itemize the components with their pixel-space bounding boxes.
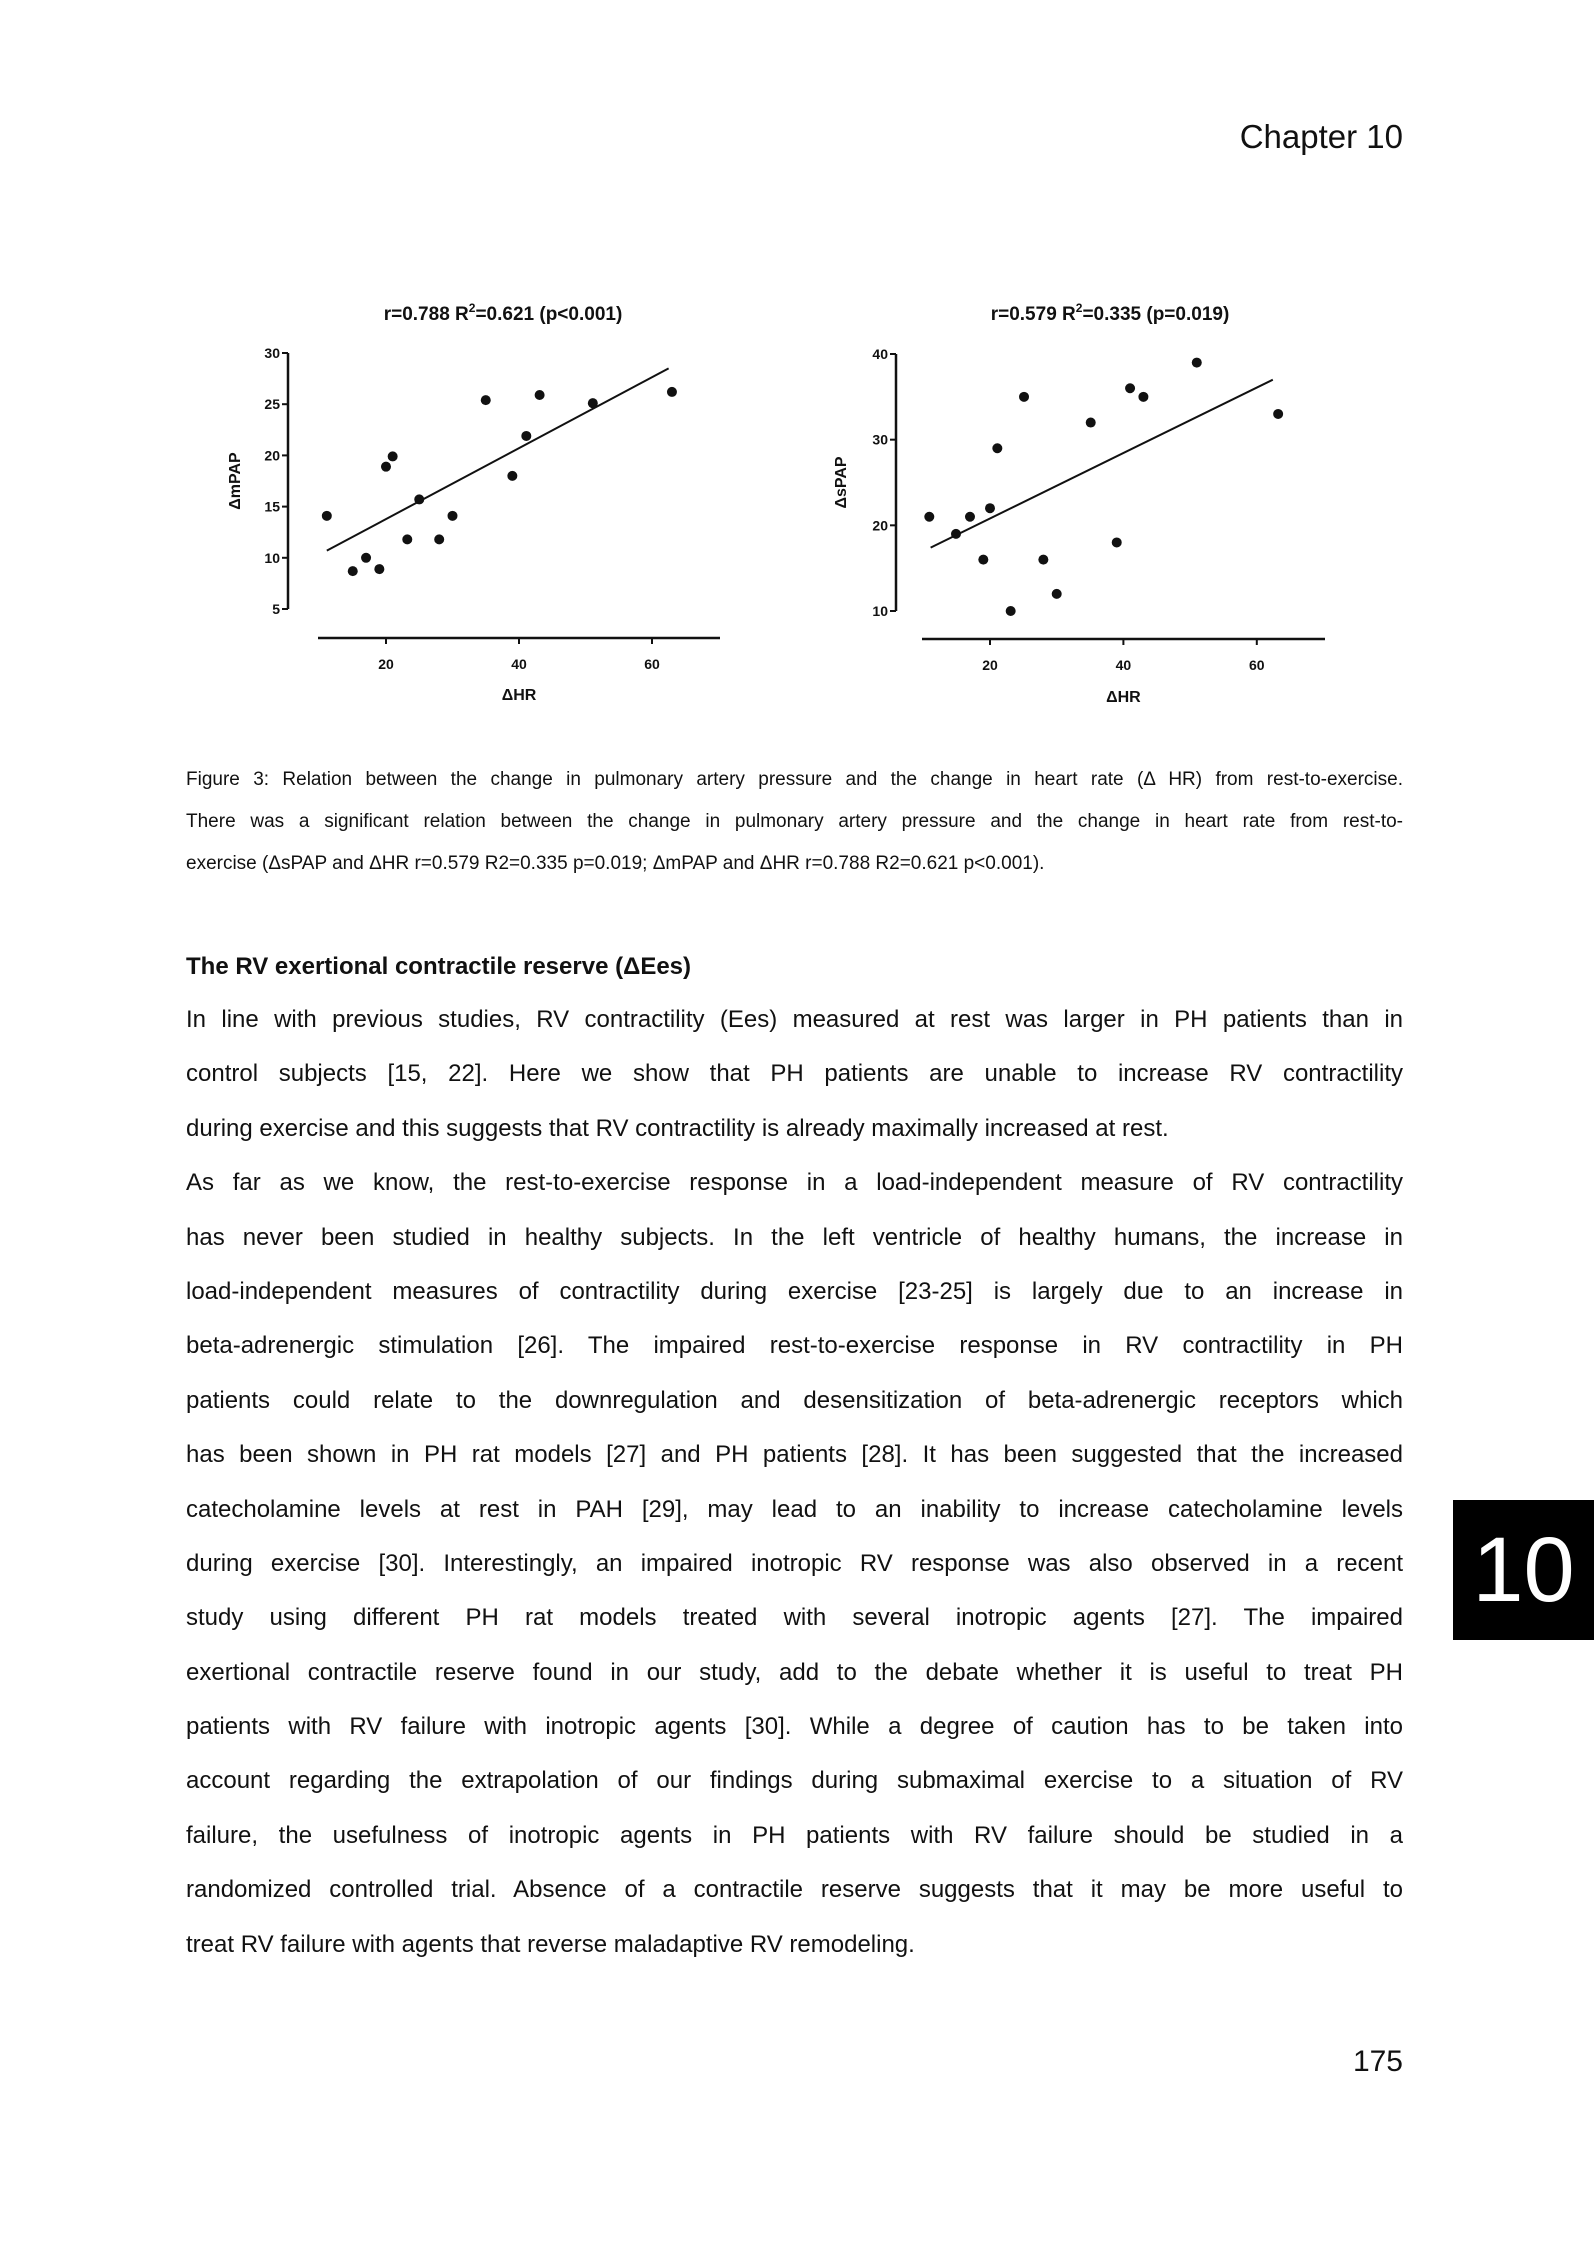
chapter-tab: 10 bbox=[1453, 1500, 1594, 1640]
data-point bbox=[381, 462, 391, 472]
y-axis-label: ΔsPAP bbox=[833, 456, 850, 509]
y-tick-label: 15 bbox=[264, 498, 280, 515]
data-point bbox=[1006, 606, 1016, 616]
text-line: during exercise and this suggests that RV contractility is already maximally increased at rest. bbox=[186, 1114, 1169, 1142]
chart-title bbox=[991, 301, 1230, 325]
caption-line: There was a significant relation between the change in pulmonary artery pressure and the change in heart rate from rest-to- bbox=[186, 811, 1403, 832]
x-tick-label: 40 bbox=[511, 656, 527, 672]
y-tick-label: 25 bbox=[264, 396, 280, 413]
text-line: failure, the usefulness of inotropic agents in PH patients with RV failure should be studied in a bbox=[186, 1821, 1403, 1849]
data-point bbox=[1086, 418, 1096, 428]
data-point bbox=[388, 451, 398, 461]
scatter-chart-mpap bbox=[220, 280, 740, 720]
paragraph bbox=[186, 1156, 1403, 1972]
regression-line bbox=[327, 368, 669, 550]
caption-line: exercise (ΔsPAP and ΔHR r=0.579 R2=0.335 p=0.019; ΔmPAP and ΔHR r=0.788 R2=0.621 p<0.001). bbox=[186, 853, 1045, 874]
caption-line: Figure 3: Relation between the change in pulmonary artery pressure and the change in heart rate (Δ HR) from rest-to-exercise. bbox=[186, 769, 1403, 790]
data-point bbox=[322, 511, 332, 521]
data-point bbox=[402, 534, 412, 544]
data-point bbox=[667, 387, 677, 397]
text-line: randomized controlled trial. Absence of a contractile reserve suggests that it may be more useful to bbox=[186, 1876, 1403, 1904]
x-axis-label: ΔHR bbox=[1106, 689, 1141, 706]
text-line: has never been studied in healthy subjects. In the left ventricle of healthy humans, the increase in bbox=[186, 1223, 1403, 1251]
text-line: treat RV failure with agents that reverse maladaptive RV remodeling. bbox=[186, 1930, 915, 1958]
y-tick-label: 20 bbox=[264, 447, 280, 464]
data-point bbox=[992, 443, 1002, 453]
body-text bbox=[186, 993, 1403, 1972]
title-superscript: 2 bbox=[468, 301, 476, 315]
data-point bbox=[1019, 392, 1029, 402]
data-point bbox=[924, 512, 934, 522]
x-tick-label: 60 bbox=[1249, 657, 1265, 673]
data-point bbox=[434, 534, 444, 544]
text-line: patients with RV failure with inotropic agents [30]. While a degree of caution has to be taken into bbox=[186, 1713, 1403, 1741]
data-point bbox=[448, 511, 458, 521]
data-point bbox=[521, 431, 531, 441]
text-line: control subjects [15, 22]. Here we show that PH patients are unable to increase RV contractility bbox=[186, 1060, 1403, 1088]
data-point bbox=[965, 512, 975, 522]
title-part: =0.621 (p<0.001) bbox=[475, 304, 623, 325]
data-point bbox=[985, 503, 995, 513]
x-tick-label: 40 bbox=[1115, 657, 1132, 673]
data-point bbox=[951, 529, 961, 539]
y-axis-label: ΔmPAP bbox=[227, 452, 244, 510]
page-number: 175 bbox=[1352, 2045, 1403, 2078]
text-line: beta-adrenergic stimulation [26]. The impaired rest-to-exercise response in RV contractility in PH bbox=[186, 1332, 1403, 1360]
y-tick-label: 40 bbox=[872, 346, 888, 362]
text-line: As far as we know, the rest-to-exercise response in a load-independent measure of RV contractility bbox=[186, 1169, 1403, 1197]
x-tick-label: 60 bbox=[644, 656, 660, 672]
scatter-chart-spap bbox=[820, 280, 1340, 720]
y-tick-label: 5 bbox=[272, 601, 280, 617]
data-point bbox=[361, 553, 371, 563]
data-point bbox=[1038, 555, 1048, 565]
data-point bbox=[414, 494, 424, 504]
text-line: exertional contractile reserve found in our study, add to the debate whether it is useful to treat PH bbox=[186, 1658, 1403, 1686]
y-tick-label: 30 bbox=[872, 431, 888, 448]
data-point bbox=[588, 398, 598, 408]
x-tick-label: 20 bbox=[378, 656, 394, 672]
chart-title bbox=[384, 301, 623, 325]
y-tick-label: 30 bbox=[264, 345, 280, 361]
text-line: study using different PH rat models treated with several inotropic agents [27]. The impaired bbox=[186, 1604, 1403, 1632]
text-line: during exercise [30]. Interestingly, an impaired inotropic RV response was also observed in a recent bbox=[186, 1549, 1403, 1577]
title-part: =0.335 (p=0.019) bbox=[1082, 304, 1230, 325]
regression-line bbox=[931, 380, 1273, 548]
y-tick-label: 20 bbox=[872, 517, 888, 534]
title-superscript: 2 bbox=[1075, 301, 1083, 315]
data-point bbox=[978, 555, 988, 565]
data-point bbox=[1052, 589, 1062, 599]
text-line: has been shown in PH rat models [27] and PH patients [28]. It has been suggested that the increased bbox=[186, 1441, 1403, 1469]
data-point bbox=[1112, 537, 1122, 547]
data-point bbox=[348, 566, 358, 576]
data-point bbox=[1125, 383, 1135, 393]
title-part: r=0.579 R bbox=[990, 304, 1076, 325]
text-line: account regarding the extrapolation of our findings during submaximal exercise to a situation of RV bbox=[186, 1767, 1403, 1795]
data-point bbox=[481, 395, 491, 405]
text-line: In line with previous studies, RV contractility (Ees) measured at rest was larger in PH patients than in bbox=[186, 1006, 1403, 1033]
text-line: patients could relate to the downregulation and desensitization of beta-adrenergic receptors which bbox=[186, 1386, 1403, 1414]
section-heading: The RV exertional contractile reserve (ΔEes) bbox=[186, 953, 692, 980]
text-line: catecholamine levels at rest in PAH [29], may lead to an inability to increase catecholamine levels bbox=[186, 1495, 1403, 1523]
x-axis-label: ΔHR bbox=[501, 687, 537, 704]
data-point bbox=[374, 564, 384, 574]
data-point bbox=[507, 471, 517, 481]
text-line: load-independent measures of contractility during exercise [23-25] is largely due to an increase in bbox=[186, 1277, 1403, 1305]
y-tick-label: 10 bbox=[872, 603, 888, 619]
data-point bbox=[1138, 392, 1148, 402]
x-tick-label: 20 bbox=[982, 657, 998, 673]
data-point bbox=[1273, 409, 1283, 419]
title-part: r=0.788 R bbox=[383, 304, 469, 325]
data-point bbox=[1192, 358, 1202, 368]
paragraph bbox=[186, 993, 1403, 1156]
y-tick-label: 10 bbox=[264, 549, 280, 566]
data-point bbox=[535, 390, 545, 400]
chapter-header: Chapter 10 bbox=[1239, 118, 1403, 155]
figure-caption bbox=[186, 759, 1403, 885]
